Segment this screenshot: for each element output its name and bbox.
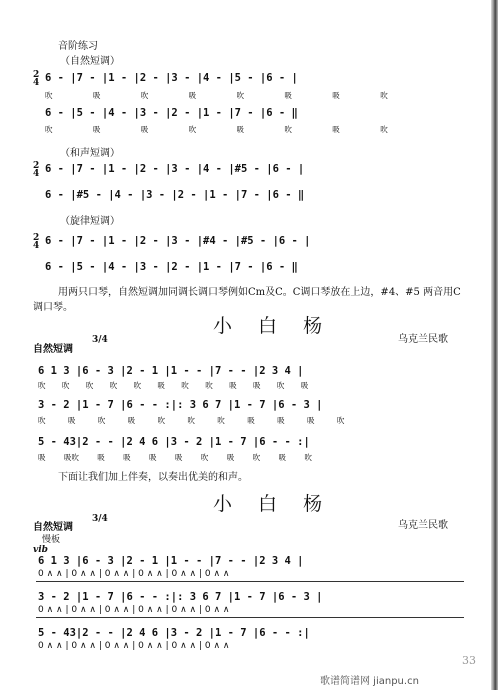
- scale-row-2-notes: 6 - |5 - |4 - |3 - |2 - |1 - |7 - |6 - ‖: [45, 107, 298, 119]
- page-edge: [491, 0, 498, 690]
- row-separator: [36, 581, 464, 582]
- song-1-row-2-notes: 3 - 2 |1 - 7 |6 - - :|: 3 6 7 |1 - 7 |6 - 3 |: [38, 399, 323, 411]
- song-2-vib: vib: [33, 545, 48, 555]
- natural-minor-heading: （自然短调）: [60, 56, 120, 67]
- paragraph-1-line-1: 用两只口琴，自然短调加同调长调口琴例如Cm及C。C调口琴放在上边，#4、#5 两音用C: [58, 287, 461, 298]
- song-2-tempo: 慢板: [42, 535, 61, 545]
- watermark: 歌谱简谱网 jianpu.cn: [320, 676, 419, 687]
- song-2-row-3-notes: 5 - 43|2 - - |2 4 6 |3 - 2 |1 - 7 |6 - - :|: [38, 627, 310, 639]
- song-1-row-3-breath: 吸 吸吹 吸 吸 吸 吸 吹 吸 吹 吸 吹: [38, 453, 312, 462]
- time-signature-3: 2 4: [33, 233, 40, 251]
- paragraph-2: 下面让我们加上伴奏，以奏出优美的和声。: [58, 472, 248, 483]
- scale-row-3-notes: 6 - |7 - |1 - |2 - |3 - |4 - |#5 - |6 - |: [45, 163, 305, 175]
- song-2-meter: 3/4: [92, 514, 108, 524]
- time-signature: 2 4: [33, 70, 40, 88]
- song-2-row-2-notes: 3 - 2 |1 - 7 |6 - - :|: 3 6 7 |1 - 7 |6 - 3 |: [38, 591, 323, 603]
- song-1-meter: 3/4: [92, 335, 108, 345]
- song-2-title: 小 白 杨: [213, 493, 333, 515]
- song-1-key-label: 自然短调: [33, 344, 73, 355]
- song-2-row-2-acc: 0 ∧ ∧ | 0 ∧ ∧ | 0 ∧ ∧ | 0 ∧ ∧ | 0 ∧ ∧ | 0 ∧ ∧: [38, 605, 230, 615]
- page-number: 33: [462, 654, 476, 667]
- scale-row-5-notes: 6 - |7 - |1 - |2 - |3 - |#4 - |#5 - |6 - |: [45, 235, 311, 247]
- scale-row-1-breath: 吹 吸 吹 吸 吹 吸 吸 吹: [45, 91, 388, 100]
- song-1-row-2-breath: 吹 吸 吹 吸 吹 吹 吹 吸 吸 吸 吹: [38, 416, 345, 425]
- song-2-row-1-acc: 0 ∧ ∧ | 0 ∧ ∧ | 0 ∧ ∧ | 0 ∧ ∧ | 0 ∧ ∧ | 0 ∧ ∧: [38, 569, 230, 579]
- melodic-minor-heading: （旋律短调）: [60, 216, 120, 227]
- song-2-key-label: 自然短调: [33, 522, 73, 533]
- harmonic-minor-heading: （和声短调）: [60, 148, 120, 159]
- scale-row-6-notes: 6 - |5 - |4 - |3 - |2 - |1 - |7 - |6 - ‖: [45, 261, 298, 273]
- song-1-row-1-breath: 吹 吹 吹 吹 吹 吸 吹 吹 吸 吸 吹 吸: [38, 381, 309, 390]
- scale-row-2-breath: 吹 吸 吸 吹 吸 吹 吸 吹: [45, 125, 388, 134]
- scale-row-1-notes: 6 - |7 - |1 - |2 - |3 - |4 - |5 - |6 - |: [45, 72, 298, 84]
- scale-row-4-notes: 6 - |#5 - |4 - |3 - |2 - |1 - |7 - |6 - ‖: [45, 189, 305, 201]
- time-signature-2: 2 4: [33, 161, 40, 179]
- song-1-title: 小 白 杨: [213, 315, 333, 337]
- song-2-row-1-notes: 6 1 3 |6 - 3 |2 - 1 |1 - - |7 - - |2 3 4 |: [38, 555, 304, 567]
- song-1-composer: 乌克兰民歌: [398, 334, 448, 345]
- paragraph-1-line-2: 调口琴。: [33, 302, 73, 313]
- song-1-row-3-notes: 5 - 43|2 - - |2 4 6 |3 - 2 |1 - 7 |6 - - :|: [38, 436, 310, 448]
- song-2-row-3-acc: 0 ∧ ∧ | 0 ∧ ∧ | 0 ∧ ∧ | 0 ∧ ∧ | 0 ∧ ∧ | 0 ∧ ∧: [38, 641, 230, 651]
- row-separator: [36, 617, 464, 618]
- scale-practice-heading: 音阶练习: [58, 41, 98, 52]
- song-2-composer: 乌克兰民歌: [398, 520, 448, 531]
- song-1-row-1-notes: 6 1 3 |6 - 3 |2 - 1 |1 - - |7 - - |2 3 4 |: [38, 365, 304, 377]
